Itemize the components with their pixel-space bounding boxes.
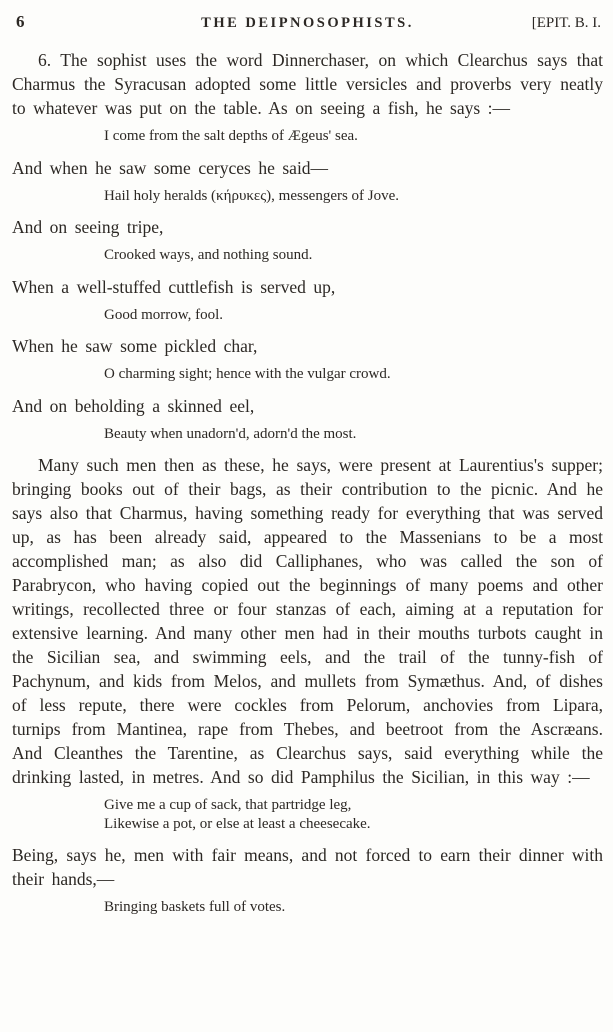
- prose-line: When he saw some pickled char,: [12, 336, 258, 356]
- prose-line: And on beholding a skinned eel,: [12, 395, 255, 416]
- verse-quote: I come from the salt depths of Ægeus' sea.: [104, 128, 358, 144]
- page-number: 6: [16, 12, 25, 31]
- verse-quote: Good morrow, fool.: [104, 306, 224, 323]
- paragraph: Many such men then as these, he says, were present at Laurentius's supper; bringing books out of their bags, as their contribution to the picnic. And he says also that Charmus, having something ready for everything that was served up, as has been already said, appeared to the Massenians to be a most accomplished man; as also did Calliphanes, who was called the son of Parabrycon, who having copied out the beginnings of many poems and other writings, recollected three or four stanzas of each, aiming at a reputation for extensive learning. And many other men had in their mouths turbots caught in the Sicilian sea, and swimming eels, and the trail of the tunny-fish of Pachynum, and kids from Melos, and mullets from Symæthus. And, of dishes of less repute, there were cockles from Pelorum, anchovies from Lipara, turnips from Mantinea, rape from Thebes, and beetroot from the Ascræans. And Cleanthes the Tarentine, as Clearchus says, said everything while the drinking lasted, in metres. And so did Pamphilus the Sicilian, in this way :—: [12, 455, 603, 787]
- verse-quote-line: Give me a cup of sack, that partridge leg,: [104, 797, 352, 813]
- page-body: [12, 48, 603, 917]
- page-header: [12, 12, 603, 32]
- prose-line: When a well-stuffed cuttlefish is served up,: [12, 276, 336, 297]
- prose-line: And on seeing tripe,: [12, 217, 164, 237]
- verse-quote: Bringing baskets full of votes.: [104, 899, 286, 915]
- prose-line: And when he saw some ceryces he said—: [12, 157, 329, 178]
- verse-quote-line: Likewise a pot, or else at least a cheesecake.: [104, 815, 371, 832]
- prose-line: Being, says he, men with fair means, and not forced to earn their dinner with their hands,—: [12, 845, 603, 889]
- running-title: THE DEIPNOSOPHISTS.: [201, 15, 414, 31]
- paragraph: 6. The sophist uses the word Dinnerchaser, on which Clearchus says that Charmus the Syracusan adopted some little versicles and proverbs very neatly to whatever was put on the table. As on seeing a fish, he says :—: [12, 50, 603, 118]
- verse-quote: Beauty when unadorn'd, adorn'd the most.: [104, 425, 357, 442]
- verse-quote: Hail holy heralds (κήρυκες), messengers of Jove.: [104, 187, 400, 204]
- verse-quote: Crooked ways, and nothing sound.: [104, 247, 313, 263]
- verse-quote: O charming sight; hence with the vulgar crowd.: [104, 366, 391, 382]
- section-reference: [EPIT. B. I.: [531, 15, 601, 31]
